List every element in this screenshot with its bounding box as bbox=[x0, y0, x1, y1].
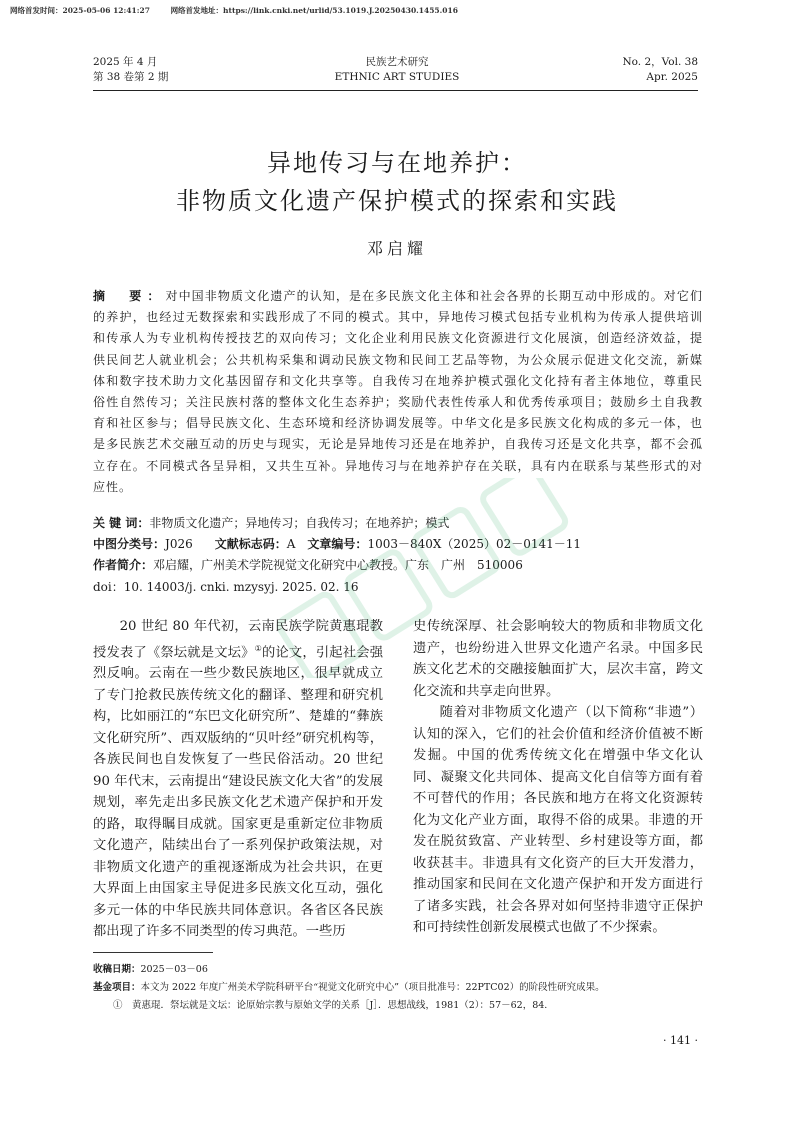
author-intro-label: 作者简介： bbox=[93, 558, 154, 572]
journal-name-en: ETHNIC ART STUDIES bbox=[334, 71, 460, 83]
article-title-line2: 非物质文化遗产保护模式的探索和实践 bbox=[176, 187, 618, 215]
clc-label: 中图分类号： bbox=[93, 537, 166, 551]
author-intro-text: 邓启耀，广州美术学院视觉文化研究中心教授。广东 广州 510006 bbox=[153, 558, 523, 572]
abstract-text: 对中国非物质文化遗产的认知，是在多民族文化主体和社会各界的长期互动中形成的。对它们的养护，也经过无数探索和实践形成了不同的模式。其中，异地传习模式包括专业机构为传承人提供培训和传承人为专业机构传授技艺的双向传习；文化企业利用民族文化资源进行文化展演，创造经济效益，提供民间艺人就业机会；公共机构采集和调动民族文物和民间工艺品等物，为公众展示促进文化交流，新媒体和数字技术助力文化基因留存和文化共享等。自我传习在地养护模式强化文化持有者主体地位，尊重民俗性自然传习；关注民族村落的整体文化生态养护；奖励代表性传承人和优秀传承项目；鼓励乡土自我教育和社区参与；倡导民族文化、生态环境和经济协调发展等。中华文化是多民族文化构成的多元一体，也是多民族艺术交融互动的历史与现实，无论是异地传习还是在地养护，自我传习还是文化共享，都不会孤立存在。不同模式各呈异相，又共生互补。异地传习与在地养护存在关联，具有内在联系与某些形式的对应性。 bbox=[93, 289, 703, 494]
article-author: 邓启耀 bbox=[366, 239, 427, 258]
article-number-label: 文章编号： bbox=[307, 537, 368, 551]
keywords bbox=[93, 513, 703, 534]
footnote-ref-1[interactable]: ① bbox=[254, 643, 262, 653]
classification-line bbox=[93, 534, 703, 555]
received-date: 收稿日期：2025－03－06 bbox=[93, 964, 208, 975]
header-rule bbox=[93, 90, 698, 91]
keywords-label: 关 键 词： bbox=[93, 516, 150, 530]
body-paragraph-1: 20 世纪 80 年代初，云南民族学院黄惠琨教授发表了《祭坛就是文坛》①的论文，引起社会强烈反响。云南在一些少数民族地区，很早就成立了专门抢救民族传统文化的翻译、整理和研究机构，比如丽江的“东巴文化研究所”、楚雄的“彝族文化研究所”、西双版纳的“贝叶经”研究机构等，各族民间也自发恢复了一些民俗活动。20 世纪 90 年代末，云南提出“建设民族文化大省”的发展规划，率先走出多民族文化艺术遗产保护和开发的路，取得瞩目成就。国家更是重新定位非物质文化遗产，陆续出台了一系列保护政策法规，对非物质文化遗产的重视逐渐成为社会共识，在更大界面上由国家主导促进多民族文化互动，强化多元一体的中华民族共同体意识。各省区各民族都出现了许多不同类型的传习典范。一些历 bbox=[93, 619, 384, 940]
header-volume: 第 38 卷第 2 期 bbox=[93, 71, 169, 83]
journal-name-cn: 民族艺术研究 bbox=[365, 56, 429, 68]
body-column-right bbox=[413, 616, 703, 939]
online-address: 网络首发地址：https://link.cnki.net/urlid/53.1019.J.20250430.1455.016 bbox=[170, 6, 458, 15]
header-date: 2025 年 4 月 bbox=[93, 56, 158, 68]
doc-code-label: 文献标志码： bbox=[214, 537, 287, 551]
page-number: · 141 · bbox=[663, 1034, 698, 1047]
doc-code-value: A bbox=[286, 537, 296, 551]
body-paragraph-1-continued: 史传统深厚、社会影响较大的物质和非物质文化遗产，也纷纷进入世界文化遗产名录。中国多民族文化艺术的交融接触面扩大，层次丰富，跨文化交流和共享走向世界。 bbox=[413, 619, 703, 699]
abstract bbox=[93, 286, 703, 498]
header-issue: No. 2，Vol. 38 bbox=[622, 56, 698, 68]
fund-project: 基金项目：本文为 2022 年度广州美术学院科研平台“视觉文化研究中心”（项目批准号：22PTC02）的阶段性研究成果。 bbox=[93, 982, 605, 993]
article-title-line1: 异地传习与在地养护： bbox=[267, 149, 527, 177]
clc-value: J026 bbox=[165, 537, 193, 551]
body-paragraph-2: 随着对非物质文化遗产（以下简称“非遗”）认知的深入，它们的社会价值和经济价值被不断发掘。中国的优秀传统文化在增强中华文化认同、凝聚文化共同体、提高文化自信等方面有着不可替代的作用；各民族和地方在将文化资源转化为文化产业方面，取得不俗的成果。非遗的开发在脱贫致富、产业转型、乡村建设等方面，都收获甚丰。非遗具有文化资产的巨大开发潜力，推动国家和民间在文化遗产保护和开发方面进行了诸多实践，社会各界对如何坚持非遗守正保护和可持续性创新发展模式也做了不少探索。 bbox=[413, 705, 703, 935]
online-time: 网络首发时间：2025-05-06 12:41:27 bbox=[10, 6, 150, 15]
footnote-rule bbox=[93, 952, 213, 953]
abstract-label: 摘 要： bbox=[93, 289, 166, 303]
article-number-value: 1003－840X（2025）02－0141－11 bbox=[367, 537, 582, 551]
footnote-1: ① 黄惠琨．祭坛就是文坛：论原始宗教与原始文学的关系［J］．思想战线，1981（2）：57－62，84. bbox=[113, 1000, 548, 1011]
body-column-left bbox=[93, 616, 383, 943]
online-publication-info bbox=[10, 5, 476, 16]
author-intro bbox=[93, 555, 703, 576]
doi: doi：10. 14003/j. cnki. mzysyj. 2025. 02. 16 bbox=[93, 580, 359, 594]
header-right bbox=[560, 55, 698, 85]
header-date-en: Apr. 2025 bbox=[646, 71, 698, 83]
keywords-text: 非物质文化遗产；异地传习；自我传习；在地养护；模式 bbox=[149, 516, 450, 530]
